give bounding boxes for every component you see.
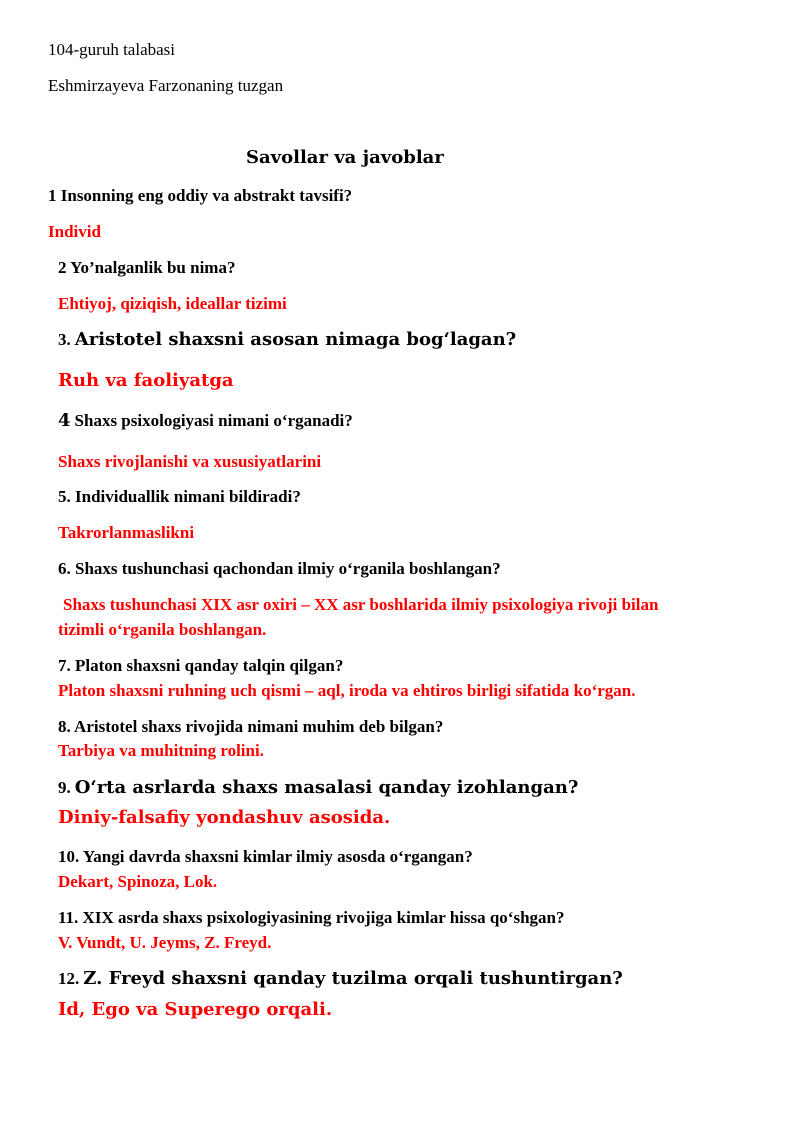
question-1: 1 Insonning eng oddiy va abstrakt tavsifi? xyxy=(48,186,353,205)
question-4 xyxy=(58,412,353,430)
answer-5: Takrorlanmaslikni xyxy=(58,523,195,542)
question-5: 5. Individuallik nimani bildiradi? xyxy=(58,487,301,506)
answer-12: Id, Ego va Superego orqali. xyxy=(58,999,333,1020)
author-group-line: 104-guruh talabasi xyxy=(48,40,175,59)
author-name-line: Eshmirzayeva Farzonaning tuzgan xyxy=(48,76,284,95)
question-11: 11. XIX asrda shaxs psixologiyasining rivojiga kimlar hissa qo‘shgan? xyxy=(58,908,565,927)
question-4-number: 4 xyxy=(58,410,71,431)
answer-1: Individ xyxy=(48,222,101,241)
answer-6-line-2: tizimli o‘rganila boshlangan. xyxy=(58,620,267,639)
question-6: 6. Shaxs tushunchasi qachondan ilmiy o‘rganila boshlangan? xyxy=(58,559,501,578)
question-9 xyxy=(58,779,578,797)
question-12-number: 12. xyxy=(58,969,80,988)
question-4-text: Shaxs psixologiyasi nimani o‘rganadi? xyxy=(74,411,353,430)
answer-8: Tarbiya va muhitning rolini. xyxy=(58,741,264,760)
answer-4: Shaxs rivojlanishi va xususiyatlarini xyxy=(58,452,322,471)
question-9-text: O‘rta asrlarda shaxs masalasi qanday izohlangan? xyxy=(74,777,579,798)
answer-7: Platon shaxsni ruhning uch qismi – aql, iroda va ehtiros birligi sifatida ko‘rgan. xyxy=(58,681,636,700)
answer-10: Dekart, Spinoza, Lok. xyxy=(58,872,218,891)
question-10: 10. Yangi davrda shaxsni kimlar ilmiy asosda o‘rgangan? xyxy=(58,847,473,866)
question-3 xyxy=(58,331,516,349)
question-3-number: 3. xyxy=(58,330,71,349)
answer-6-line-1: Shaxs tushunchasi XIX asr oxiri – XX asr boshlarida ilmiy psixologiya rivoji bilan xyxy=(63,595,659,614)
question-12-text: Z. Freyd shaxsni qanday tuzilma orqali tushuntirgan? xyxy=(83,968,623,989)
answer-11: V. Vundt, U. Jeyms, Z. Freyd. xyxy=(58,933,272,952)
answer-3: Ruh va faoliyatga xyxy=(58,370,234,391)
question-2: 2 Yo’nalganlik bu nima? xyxy=(58,258,236,277)
question-3-text: Aristotel shaxsni asosan nimaga bog‘lagan? xyxy=(74,329,517,350)
question-12 xyxy=(58,970,623,988)
question-7: 7. Platon shaxsni qanday talqin qilgan? xyxy=(58,656,344,675)
question-9-number: 9. xyxy=(58,778,71,797)
question-8: 8. Aristotel shaxs rivojida nimani muhim deb bilgan? xyxy=(58,717,444,736)
answer-2: Ehtiyoj, qiziqish, ideallar tizimi xyxy=(58,294,287,313)
answer-9: Diniy-falsafiy yondashuv asosida. xyxy=(58,807,391,828)
page-title: Savollar va javoblar xyxy=(246,147,444,168)
